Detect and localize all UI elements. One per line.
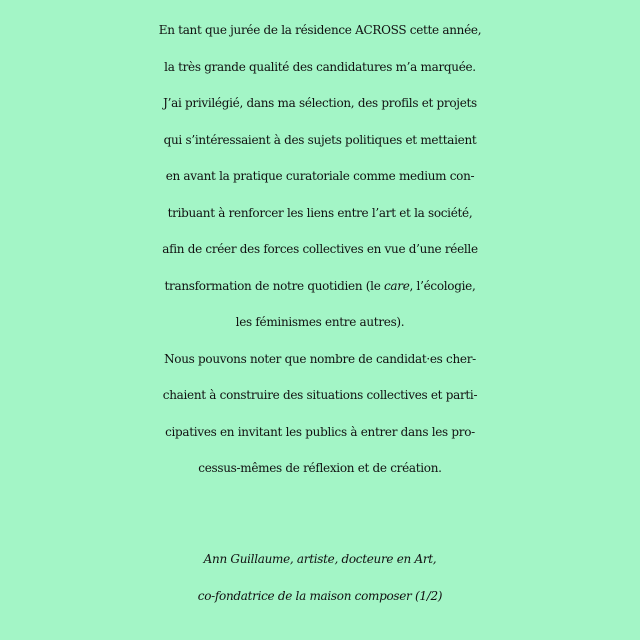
quote-line: Nous pouvons noter que nombre de candidat·es cher-	[164, 351, 476, 366]
quote-text	[0, 12, 640, 487]
author-role-line: co-fondatrice de la maison composer (1/2)	[197, 589, 443, 603]
quote-line-start: transformation de notre quotidien (le	[164, 278, 385, 293]
quote-line: afin de créer des forces collectives en vue d’une réelle	[162, 242, 478, 256]
quote-line: cipatives en invitant les publics à entrer dans les pro-	[165, 424, 475, 439]
author-name-line: Ann Guillaume, artiste, docteure en Art,	[203, 552, 437, 566]
quote-line: J’ai privilégié, dans ma sélection, des profils et projets	[163, 96, 477, 110]
author-signature	[0, 541, 640, 615]
quote-line	[0, 268, 640, 305]
quote-line: chaient à construire des situations collectives et parti-	[162, 388, 478, 402]
quote-line: tribuant à renforcer les liens entre l’art et la société,	[167, 205, 473, 220]
quote-line-end: , l’écologie,	[409, 278, 476, 293]
quote-line: les féminismes entre autres).	[235, 315, 405, 329]
quote-line: la très grande qualité des candidatures m’a marquée.	[164, 59, 476, 74]
quote-line: cessus-mêmes de réflexion et de création.	[198, 461, 442, 475]
quote-line: en avant la pratique curatoriale comme medium con-	[165, 169, 475, 183]
emphasized-word: care	[384, 278, 410, 293]
quote-line: qui s’intéressaient à des sujets politiques et mettaient	[163, 132, 477, 147]
quote-line: En tant que jurée de la résidence ACROSS cette année,	[158, 23, 482, 37]
